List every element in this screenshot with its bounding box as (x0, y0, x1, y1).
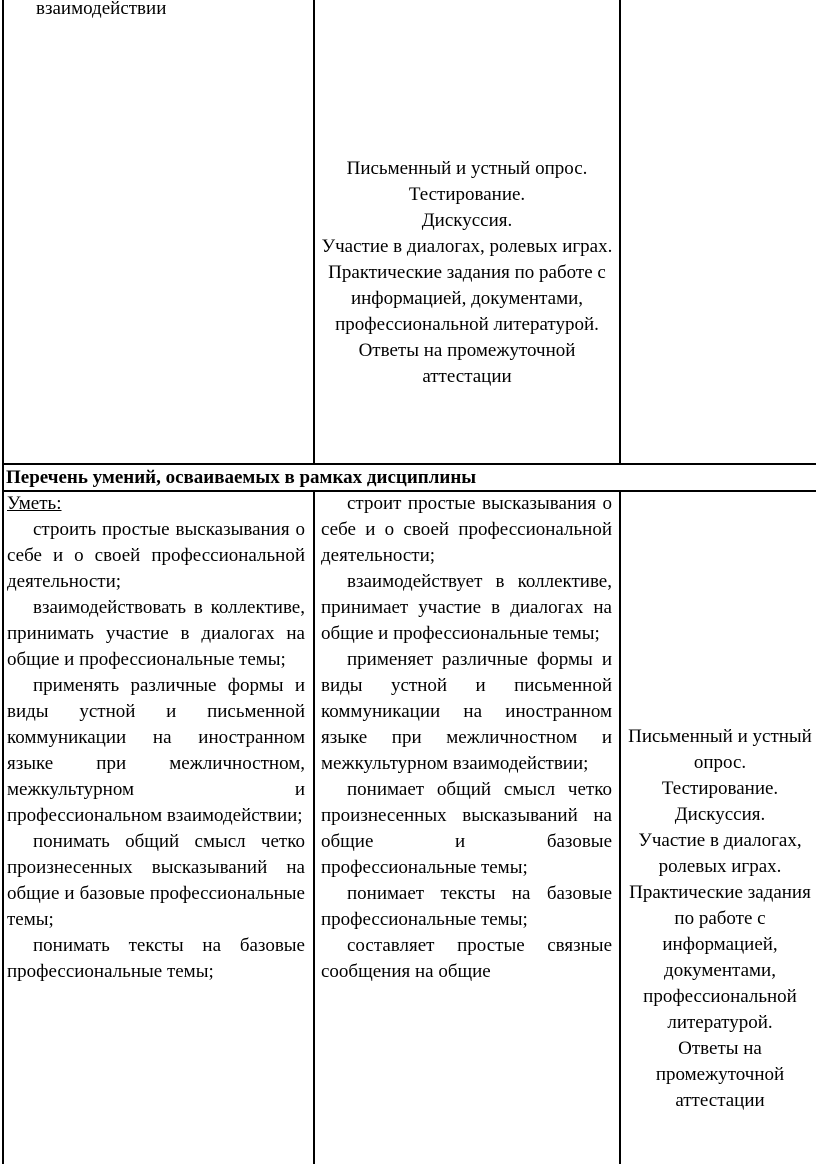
col-divider-2-bottom (619, 491, 621, 1164)
skill-item: строить простые высказывания о себе и о своей профессиональной деятельности; (7, 519, 305, 592)
skill-item: понимать тексты на базовые профессиональные темы; (7, 935, 305, 982)
table-left-border (2, 0, 4, 1164)
col-divider-2-top (619, 0, 621, 464)
assessment-line: Письменный и устный опрос. (628, 726, 812, 773)
skill-item: взаимодействовать в коллективе, принимать участие в диалогах на общие и профессиональные темы; (7, 597, 305, 670)
skills-title: Уметь: (7, 493, 62, 514)
assessment-line: Дискуссия. (674, 804, 766, 825)
top-row-col2-assessment (318, 156, 616, 390)
assessment-line: Тестирование. (661, 778, 779, 799)
assessment-line: Дискуссия. (421, 210, 513, 231)
col-divider-1-top (313, 0, 315, 464)
criterion-item: понимает тексты на базовые профессиональные темы; (321, 883, 612, 930)
criterion-item: применяет различные формы и виды устной и письменной коммуникации на иностранном языке при межличностном и межкультурном взаимодействии; (321, 649, 612, 774)
top-row-col1-text: взаимодействии (36, 0, 167, 19)
criterion-item: строит простые высказывания о себе и о своей профессиональной деятельности; (321, 493, 612, 566)
assessment-line: Практические задания по работе с информацией, документами, профессиональной литературой. (328, 262, 606, 335)
assessment-line: Ответы на промежуточной аттестации (358, 340, 576, 387)
skills-col3-assessment (624, 724, 816, 1114)
assessment-line: Практические задания по работе с информацией, документами, профессиональной литературой. (629, 882, 811, 1033)
skill-item: понимать общий смысл четко произнесенных высказываний на общие и базовые профессиональные темы; (7, 831, 305, 930)
assessment-line: Письменный и устный опрос. (346, 158, 588, 179)
assessment-line: Участие в диалогах, ролевых играх. (638, 830, 802, 877)
assessment-line: Участие в диалогах, ролевых играх. (321, 236, 613, 257)
section-heading: Перечень умений, осваиваемых в рамках дисциплины (6, 467, 477, 488)
criterion-item: понимает общий смысл четко произнесенных высказываний на общие и базовые профессиональные темы; (321, 779, 612, 878)
criterion-item: составляет простые связные сообщения на общие (321, 935, 612, 982)
criterion-item: взаимодействует в коллективе, принимает участие в диалогах на общие и профессиональные темы; (321, 571, 612, 644)
skill-item: применять различные формы и виды устной и письменной коммуникации на иностранном языке при межличностном, межкультурном и профессиональном взаимодействии; (7, 675, 305, 826)
assessment-line: Ответы на промежуточной аттестации (655, 1038, 785, 1111)
assessment-line: Тестирование. (408, 184, 526, 205)
skills-col1 (7, 491, 305, 985)
col-divider-1-bottom (313, 491, 315, 1164)
top-row-col1 (36, 0, 306, 22)
skills-col2 (321, 491, 612, 985)
